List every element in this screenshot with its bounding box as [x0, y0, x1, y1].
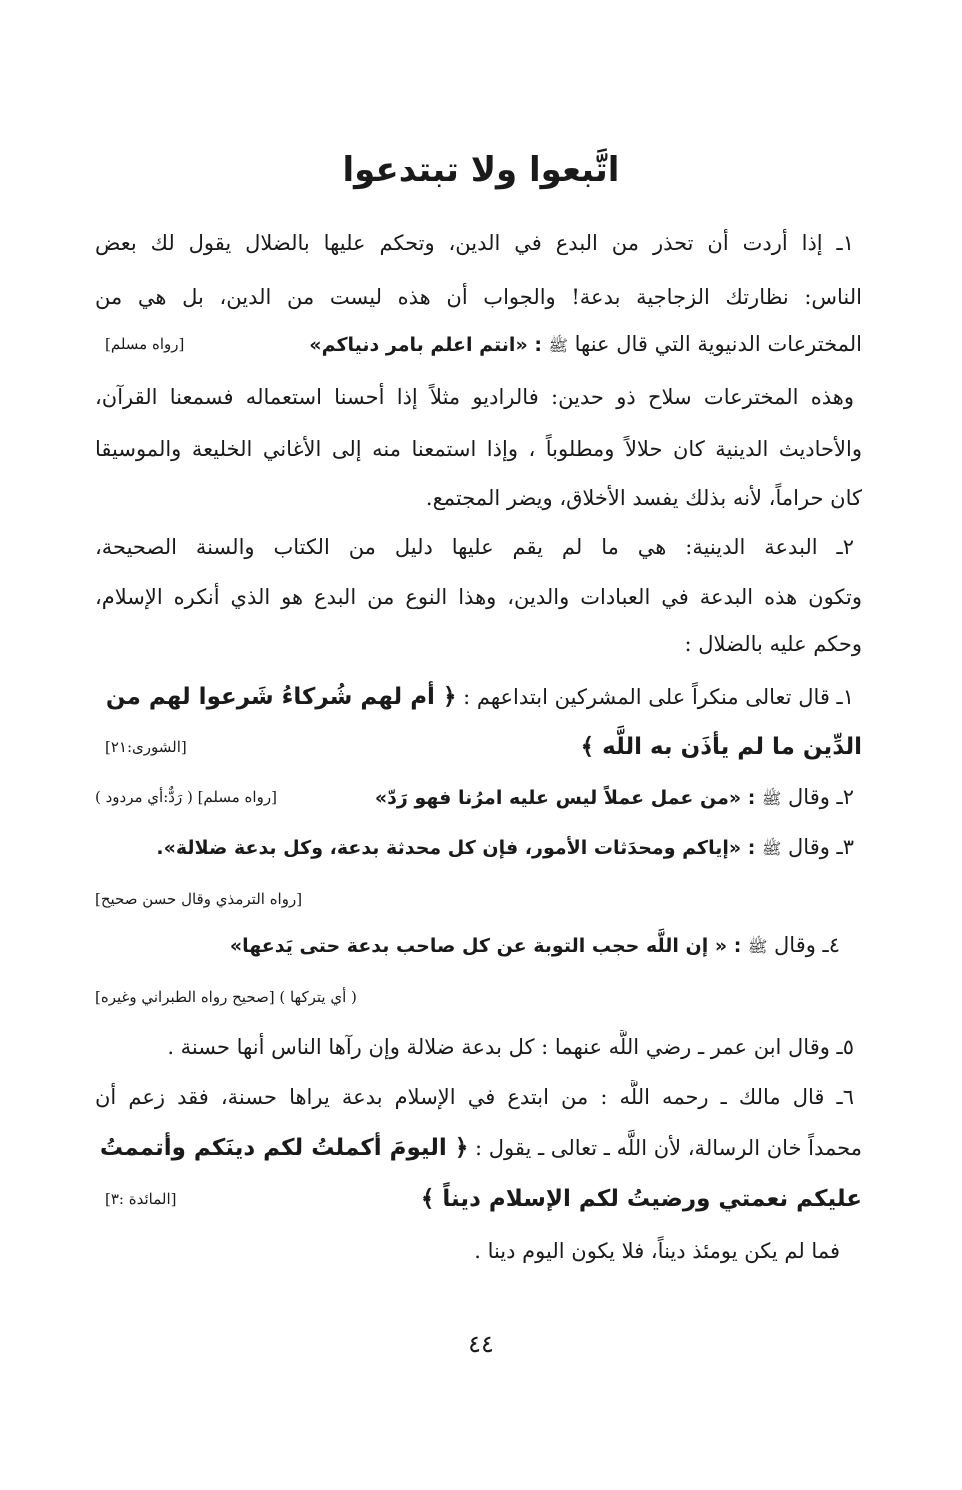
reference-muslim: [رواه مسلم] [105, 335, 185, 353]
hadith-2 [95, 780, 854, 814]
malik-statement-line-2-text [100, 1131, 862, 1165]
hadith-4-quote: : « إن اللَّه حجب التوبة عن كل صاحب بدعة حتى يَدعها» [229, 935, 742, 957]
malik-statement-conclusion: فما لم يكن يومئذ ديناً، فلا يكون اليوم دينا . [474, 1239, 840, 1263]
hadith-2-quote: : «من عمل عملاً ليس عليه امرُنا فهو رَدّ» [374, 787, 756, 809]
reference-maidah: [المائدة :٣] [105, 1190, 177, 1208]
hadith-4-text [230, 928, 840, 964]
paragraph-1-line-5: والأحاديث الدينية كان حلالاً ومطلوباً ، وإذا استمعنا منه إلى الأغاني الخليعة والموسيقا [95, 437, 862, 461]
salawat-glyph: ﷺ [762, 839, 782, 858]
hadith-3-intro: ٣ـ وقال [788, 835, 854, 859]
malik-statement-line-2-a: محمداً خان الرسالة، لأن اللَّه ـ تعالى ـ يقول : [474, 1136, 862, 1160]
quran-verse-part-1: ﴿ أم لهم شُركاءُ شَرعوا لهم من [105, 684, 457, 710]
paragraph-1-line-1: ١ـ إذا أردت أن تحذر من البدع في الدين، وتحكم عليها بالضلال يقول لك بعض [95, 231, 854, 255]
paragraph-1-line-2: الناس: نظارتك الزجاجية بدعة! والجواب أن هذه ليست من الدين، بل هي من [95, 285, 862, 309]
paragraph-2-line-1: ٢ـ البدعة الدينية: هي ما لم يقم عليها دليل من الكتاب والسنة الصحيحة، [95, 535, 854, 559]
reference-shura: [الشورى:٢١] [105, 738, 187, 756]
quran-verse-maidah-part-1: ﴿ اليومَ أكملتُ لكم دينَكم وأتممتُ [99, 1135, 469, 1161]
hadith-2-text [375, 780, 854, 816]
hadith-3 [95, 830, 854, 864]
quran-evidence-1-line-2 [95, 730, 862, 764]
hadith-4 [95, 928, 840, 962]
malik-statement-line-2 [95, 1131, 862, 1165]
hadith-3-text [156, 830, 854, 866]
salawat-glyph: ﷺ [548, 336, 568, 355]
hadith-3-reference-row [95, 882, 862, 916]
paragraph-1-line-6: كان حراماً، لأنه بذلك يفسد الأخلاق، ويضر المجتمع. [425, 486, 862, 510]
salawat-glyph: ﷺ [748, 937, 768, 956]
quran-evidence-1-line-1 [95, 680, 854, 714]
quran-verse-part-2: الدِّين ما لم يأذَن به اللَّه ﴾ [580, 734, 862, 760]
malik-statement-line-3 [95, 1182, 862, 1216]
hadith-4-reference-row [95, 980, 862, 1014]
paragraph-1-line-4: وهذه المخترعات سلاح ذو حدين: فالراديو مثلاً إذا أحسنا استعماله فسمعنا القرآن، [95, 385, 854, 409]
reference-tabarani: ( أي يتركها ) [صحيح رواه الطبراني وغيره] [95, 988, 357, 1006]
malik-statement-line-1: ٦ـ قال مالك ـ رحمه اللَّه : من ابتدع في الإسلام بدعة يراها حسنة، فقد زعم أن [95, 1085, 854, 1109]
page-title: اتَّبعوا ولا تبتدعوا [342, 150, 620, 190]
quran-verse-maidah-part-2: عليكم نعمتي ورضيتُ لكم الإسلام ديناً ﴾ [420, 1186, 862, 1212]
hadith-4-intro: ٤ـ وقال [774, 933, 840, 957]
ibn-umar-statement: ٥ـ وقال ابن عمر ـ رضي اللَّه عنهما : كل بدعة ضلالة وإن رآها الناس أنها حسنة . [167, 1035, 854, 1059]
paragraph-1-line-3-a: المخترعات الدنيوية التي قال عنها [574, 332, 862, 356]
paragraph-1-line-3-text [309, 327, 862, 363]
salawat-glyph: ﷺ [762, 789, 782, 808]
quran-evidence-1-intro: ١ـ قال تعالى منكراً على المشركين ابتداعهم : [463, 685, 854, 709]
paragraph-2-line-2: وتكون هذه البدعة في العبادات والدين، وهذا النوع من البدع هو الذي أنكره الإسلام، [95, 585, 862, 609]
quran-evidence-1-line-1-text [106, 680, 854, 714]
hadith-3-quote: : «إياكم ومحدَثات الأمور، فإن كل محدثة بدعة، وكل بدعة ضلالة». [156, 837, 756, 859]
reference-tirmidhi: [رواه الترمذي وقال حسن صحيح] [95, 890, 303, 908]
paragraph-1-line-3 [95, 327, 862, 361]
page-number: ٤٤ [468, 1330, 494, 1358]
hadith-2-intro: ٢ـ وقال [788, 785, 854, 809]
paragraph-2-line-3: وحكم عليه بالضلال : [684, 632, 862, 656]
reference-muslim-radd: [رواه مسلم] ( رَدٌّ:أي مردود ) [95, 788, 277, 806]
hadith-quote: : «انتم اعلم بامر دنياكم» [309, 334, 542, 356]
